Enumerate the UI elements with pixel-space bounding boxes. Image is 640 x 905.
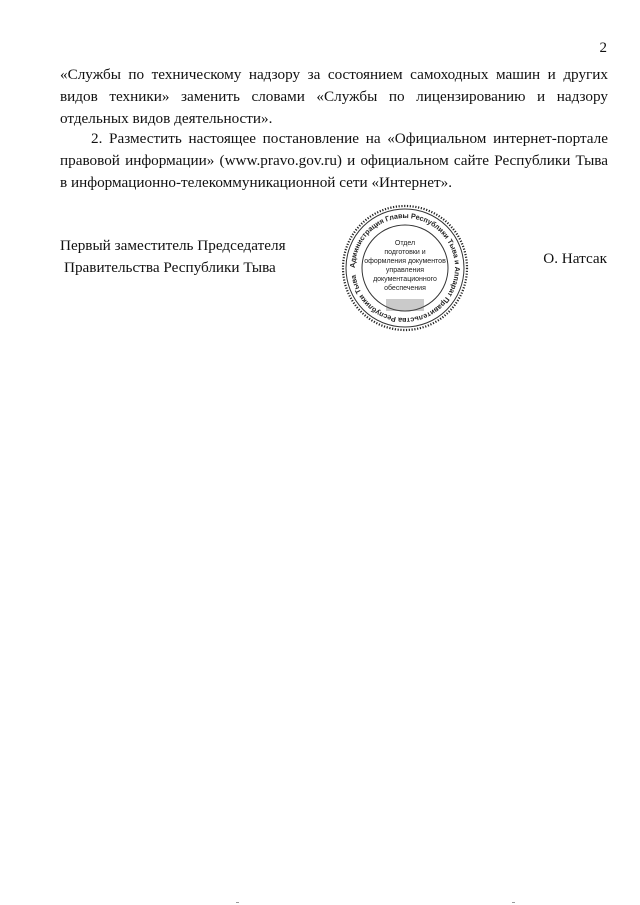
seal-icon [340, 203, 470, 333]
signature-name: О. Натсак [543, 250, 607, 267]
page-number: 2 [599, 40, 607, 56]
official-seal [340, 203, 470, 333]
paragraph-1: «Службы по техническому надзору за состоянием самоходных машин и других видов техники» заменить словами «Службы по лицензированию и надзору отдельных видов деятельности». [60, 66, 608, 127]
seal-center-line-3: оформления документов [364, 258, 446, 265]
seal-center-line-2: подготовки и [384, 249, 426, 256]
signature-title-line-1: Первый заместитель Председателя [60, 237, 286, 254]
scan-artifact-right [512, 902, 515, 903]
seal-ink-smudge [386, 299, 424, 311]
seal-center-line-5: документационного [373, 276, 437, 283]
seal-center-line-6: обеспечения [384, 285, 426, 292]
signature-title [60, 235, 300, 279]
signature-title-line-2: Правительства Республики Тыва [64, 259, 276, 276]
seal-center-line-4: управления [385, 267, 425, 274]
paragraph-2: 2. Разместить настоящее постановление на «Официальном интернет-портале правовой информации» (www.pravo.gov.ru) и официальном сайте Республики Тыва в информационно-телекоммуникационной сети «Интернет». [60, 130, 608, 191]
seal-ring-textpath: Администрация Главы Республики Тыва и Аппарат Правительства Республики Тыва [347, 210, 463, 326]
scan-artifact-left [236, 902, 239, 903]
seal-center-line-1: Отдел [394, 240, 416, 247]
